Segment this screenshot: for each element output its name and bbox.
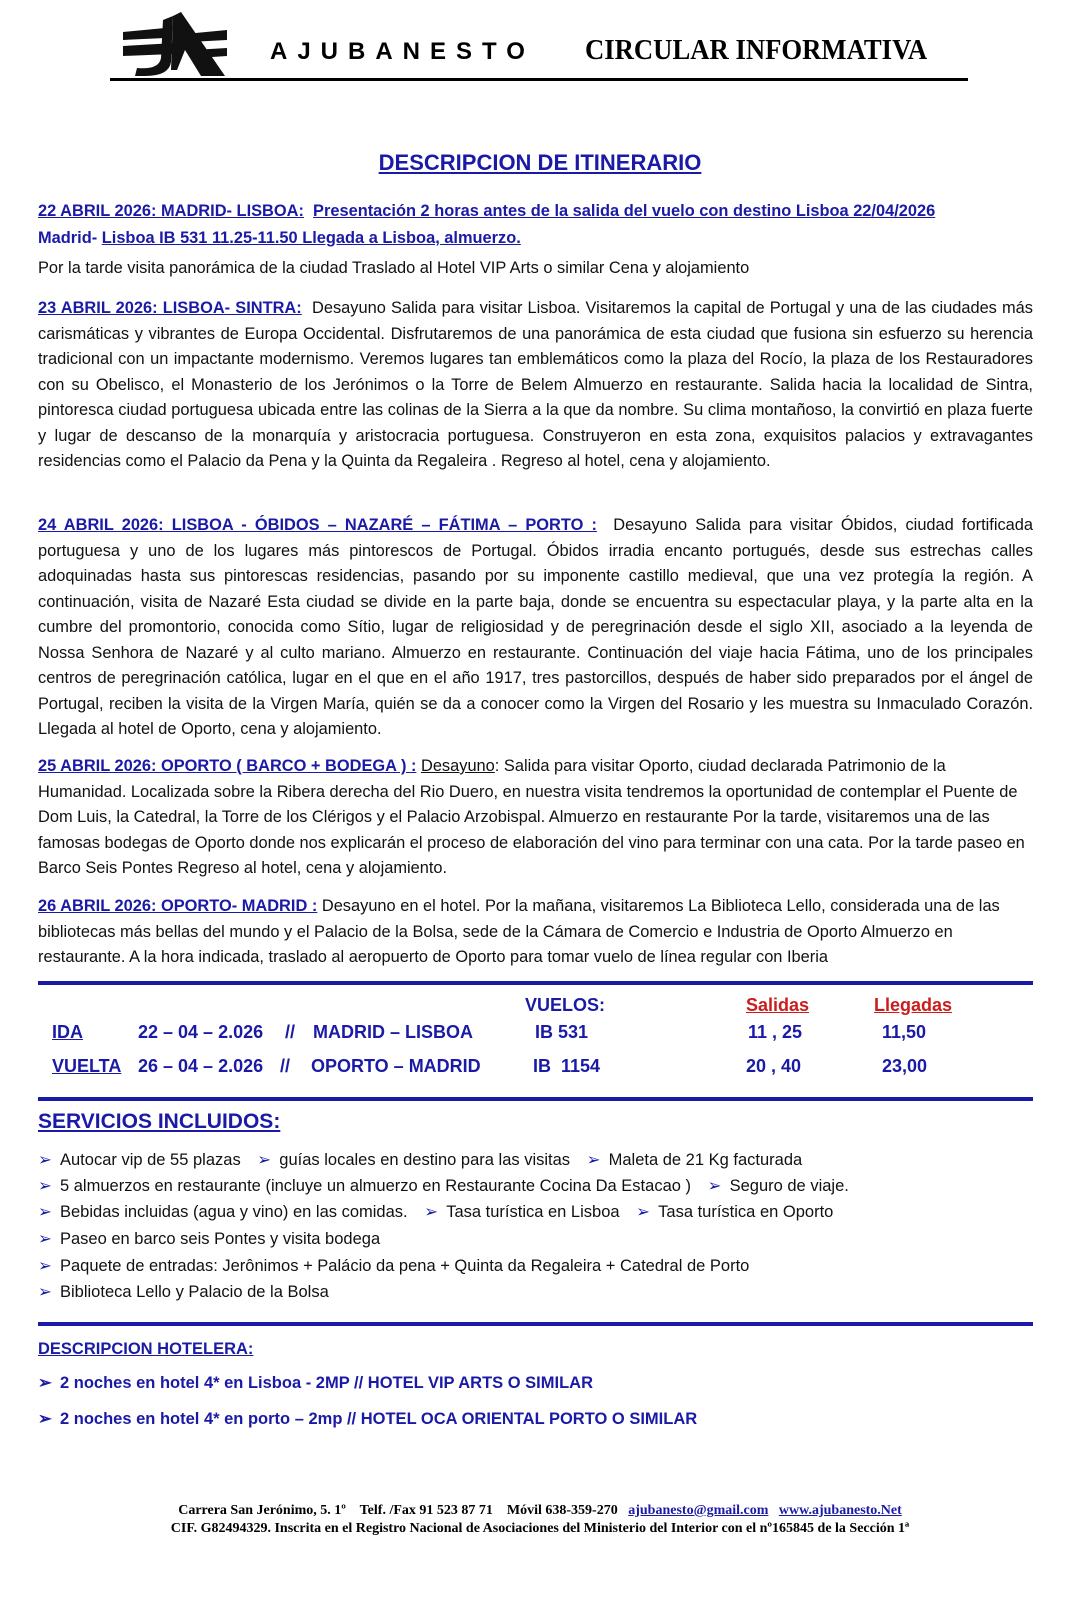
- day-2-heading: 23 ABRIL 2026: LISBOA- SINTRA:: [38, 299, 302, 317]
- day-5: [38, 894, 1033, 971]
- flight-row-vuelta-sep: //: [280, 1056, 291, 1076]
- services-line-3: [38, 1202, 845, 1222]
- footer-address: Carrera San Jerónimo, 5. 1º: [178, 1503, 346, 1518]
- flights-header-llegadas: Llegadas: [874, 995, 953, 1015]
- flights-header-salidas: Salidas: [746, 995, 810, 1015]
- arrow-bullet-icon: ➢: [38, 1177, 52, 1195]
- arrow-bullet-icon: ➢: [707, 1177, 722, 1195]
- footer-phone: Telf. /Fax 91 523 87 71: [359, 1503, 493, 1518]
- flight-row-vuelta-number: IB 1154: [533, 1056, 601, 1076]
- arrow-bullet-icon: ➢: [257, 1151, 272, 1169]
- services-line-5: [38, 1256, 761, 1276]
- flight-row-ida-route: MADRID – LISBOA: [313, 1022, 474, 1042]
- service-item: Maleta de 21 Kg facturada: [608, 1151, 803, 1169]
- service-item: Tasa turística en Oporto: [658, 1203, 834, 1221]
- arrow-bullet-icon: ➢: [38, 1410, 52, 1428]
- flight-row-vuelta-route: OPORTO – MADRID: [311, 1056, 481, 1076]
- services-line-6: [38, 1282, 341, 1302]
- hotel-item-text: 2 noches en hotel 4* en Lisboa - 2MP // HOTEL VIP ARTS O SIMILAR: [60, 1374, 593, 1392]
- arrow-bullet-icon: ➢: [636, 1203, 650, 1221]
- flights-header-vuelos: VUELOS:: [525, 995, 606, 1015]
- hotel-item-porto: [38, 1409, 697, 1429]
- footer-email-link[interactable]: ajubanesto@gmail.com: [628, 1503, 769, 1518]
- divider-hotels: [38, 1322, 1033, 1326]
- flight-row-vuelta-departure: 20 , 40: [746, 1056, 802, 1076]
- divider-flights: [38, 981, 1033, 985]
- day-3: [38, 513, 1033, 743]
- page-title: DESCRIPCION DE ITINERARIO: [378, 150, 702, 175]
- flight-row-ida-type: IDA: [52, 1022, 83, 1042]
- day-5-body: Desayuno en el hotel. Por la mañana, visitaremos La Biblioteca Lello, considerada una de las bibliotecas más bellas del mundo y el Palacio de la Bolsa, sede de la Cámara de Comercio e Industria de Oporto Almuerzo en restaurante. A la hora indicada, traslado al aeropuerto de Oporto para tomar vuelo de línea regular con Iberia: [38, 897, 1000, 966]
- services-title: SERVICIOS INCLUIDOS:: [38, 1110, 281, 1133]
- service-item: Autocar vip de 55 plazas: [60, 1151, 241, 1169]
- flight-row-ida-departure: 11 , 25: [748, 1022, 803, 1042]
- day-4: [38, 754, 1033, 882]
- footer-contact: [0, 1503, 1080, 1519]
- service-item: Paquete de entradas: Jerônimos + Palácio da pena + Quinta da Regaleira + Catedral de Porto: [60, 1257, 750, 1275]
- flight-row-ida-number: IB 531: [535, 1022, 589, 1042]
- day-2: [38, 296, 1033, 475]
- day-3-body: Desayuno Salida para visitar Óbidos, ciudad fortificada portuguesa y uno de los lugares más pintorescos de Portugal. Óbidos irradia encanto portugués, desde sus estrechas calles adoquinadas hasta sus pintorescas residencias, pasando por su imponente castillo medieval, que una vez protegía la región. A continuación, visita de Nazaré Esta ciudad se divide en la parte baja, donde se encuentra su espectacular playa, y la parte alta en la cumbre del promontorio, conocida como Sítio, lugar de religiosidad y de peregrinación desde el siglo XII, asociado a la leyenda de Nossa Senhora de Nazaré y al culto mariano. Almuerzo en restaurante. Continuación del viaje hacia Fátima, uno de los principales centros de peregrinación católica, lugar en el que en el año 1917, tres pastorcillos, después de haber sido preparados por el ángel de Portugal, reciben la visita de la Virgen María, quién se da a conocer como la Virgen del Rosario y les muestra su Inmaculado Corazón. Llegada al hotel de Oporto, cena y alojamiento.: [38, 516, 1033, 738]
- day-2-body: Desayuno Salida para visitar Lisboa. Visitaremos la capital de Portugal y una de las ciudades más carismáticas y vibrantes de Europa Occidental. Disfrutaremos de una panorámica de esta ciudad que fusiona sin esfuerzo su herencia tradicional con un impactante modernismo. Veremos lugares tan emblemáticos como la plaza del Rocío, la plaza de los Restauradores con su Obelisco, el Monasterio de los Jerónimos o la Torre de Belem Almuerzo en restaurante. Salida hacia la localidad de Sintra, pintoresca ciudad portuguesa ubicada entre las colinas de la Sierra a la que da nombre. Su clima montañoso, la convirtió en plaza fuerte y lugar de descanso de la monarquía y aristocracia portuguesa. Construyeron en esta zona, exquisitos palacios y extravagantes residencias como el Palacio da Pena y la Quinta da Regaleira . Regreso al hotel, cena y alojamiento.: [38, 299, 1033, 470]
- service-item: Paseo en barco seis Pontes y visita bodega: [60, 1230, 381, 1248]
- day-1-line2: Lisboa IB 531 11.25-11.50 Llegada a Lisboa, almuerzo.: [101, 229, 521, 247]
- day-3-heading: 24 ABRIL 2026: LISBOA - ÓBIDOS – NAZARÉ – FÁTIMA – PORTO :: [38, 516, 597, 534]
- flight-row-ida-date: 22 – 04 – 2.026: [138, 1022, 264, 1042]
- arrow-bullet-icon: ➢: [586, 1151, 601, 1169]
- arrow-bullet-icon: ➢: [38, 1283, 52, 1301]
- letterhead: [105, 8, 970, 83]
- flight-row-vuelta-arrival: 23,00: [882, 1056, 928, 1076]
- flight-row-ida-arrival: 11,50: [882, 1022, 927, 1042]
- day-1-lead: Presentación 2 horas antes de la salida del vuelo con destino Lisboa 22/04/2026: [313, 202, 936, 220]
- flight-row-vuelta-date: 26 – 04 – 2.026: [138, 1056, 264, 1076]
- footer-web-link[interactable]: www.ajubanesto.Net: [778, 1503, 902, 1518]
- header-divider: [110, 78, 968, 81]
- arrow-bullet-icon: ➢: [424, 1203, 439, 1221]
- arrow-bullet-icon: ➢: [38, 1374, 52, 1392]
- services-line-1: [38, 1150, 814, 1170]
- flight-row-vuelta-type: VUELTA: [52, 1056, 122, 1076]
- service-item: guías locales en destino para las visitas: [279, 1151, 571, 1169]
- day-4-desayuno: Desayuno: [420, 757, 495, 775]
- service-item: Biblioteca Lello y Palacio de la Bolsa: [60, 1283, 329, 1301]
- flight-row-ida-sep: //: [285, 1022, 296, 1042]
- footer-legal: CIF. G82494329. Inscrita en el Registro Nacional de Asociaciones del Ministerio del Interior con el nº165845 de la Sección 1ª: [170, 1521, 910, 1536]
- day-1-heading: 22 ABRIL 2026: MADRID- LISBOA:: [38, 202, 304, 220]
- service-item: 5 almuerzos en restaurante (incluye un almuerzo en Restaurante Cocina Da Estacao ): [60, 1177, 691, 1195]
- services-line-2: [38, 1176, 861, 1196]
- arrow-bullet-icon: ➢: [38, 1230, 52, 1248]
- day-5-heading: 26 ABRIL 2026: OPORTO- MADRID :: [38, 897, 318, 915]
- footer-mobile: Móvil 638-359-270: [506, 1503, 618, 1518]
- arrow-bullet-icon: ➢: [38, 1203, 52, 1221]
- day-1-body: Por la tarde visita panorámica de la ciudad Traslado al Hotel VIP Arts o similar Cena y alojamiento: [38, 259, 750, 277]
- day-4-heading: 25 ABRIL 2026: OPORTO ( BARCO + BODEGA ) :: [38, 757, 417, 775]
- day-1: [38, 198, 1033, 282]
- service-item: Bebidas incluidas (agua y vino) en las comidas.: [60, 1203, 408, 1221]
- services-line-4: [38, 1229, 392, 1249]
- day-1-line2-prefix: Madrid-: [38, 229, 98, 247]
- arrow-bullet-icon: ➢: [38, 1151, 52, 1169]
- hotel-item-text: 2 noches en hotel 4* en porto – 2mp // HOTEL OCA ORIENTAL PORTO O SIMILAR: [60, 1410, 698, 1428]
- hotel-item-lisboa: [38, 1373, 593, 1393]
- service-item: Seguro de viaje.: [729, 1177, 849, 1195]
- arrow-bullet-icon: ➢: [38, 1257, 52, 1275]
- service-item: Tasa turística en Lisboa: [446, 1203, 620, 1221]
- hotels-title: DESCRIPCION HOTELERA:: [38, 1340, 254, 1358]
- divider-services: [38, 1097, 1033, 1101]
- org-name: AJUBANESTO: [270, 38, 535, 65]
- day-4-body: : Salida para visitar Oporto, ciudad declarada Patrimonio de la Humanidad. Localizada sobre la Ribera derecha del Rio Duero, en nuestra visita tendremos la oportunidad de contemplar el Puente de Dom Luis, la Catedral, la Torre de los Clérigos y el Palacio Arzobispal. Almuerzo en restaurante Por la tarde, visitaremos una de las famosas bodegas de Oporto donde nos explicarán el proceso de elaboración del vino para terminar con una cata. Por la tarde paseo en Barco Seis Pontes Regreso al hotel, cena y alojamiento.: [38, 757, 1025, 877]
- ja-logo-icon: [115, 10, 235, 80]
- document-type: CIRCULAR INFORMATIVA: [585, 34, 928, 66]
